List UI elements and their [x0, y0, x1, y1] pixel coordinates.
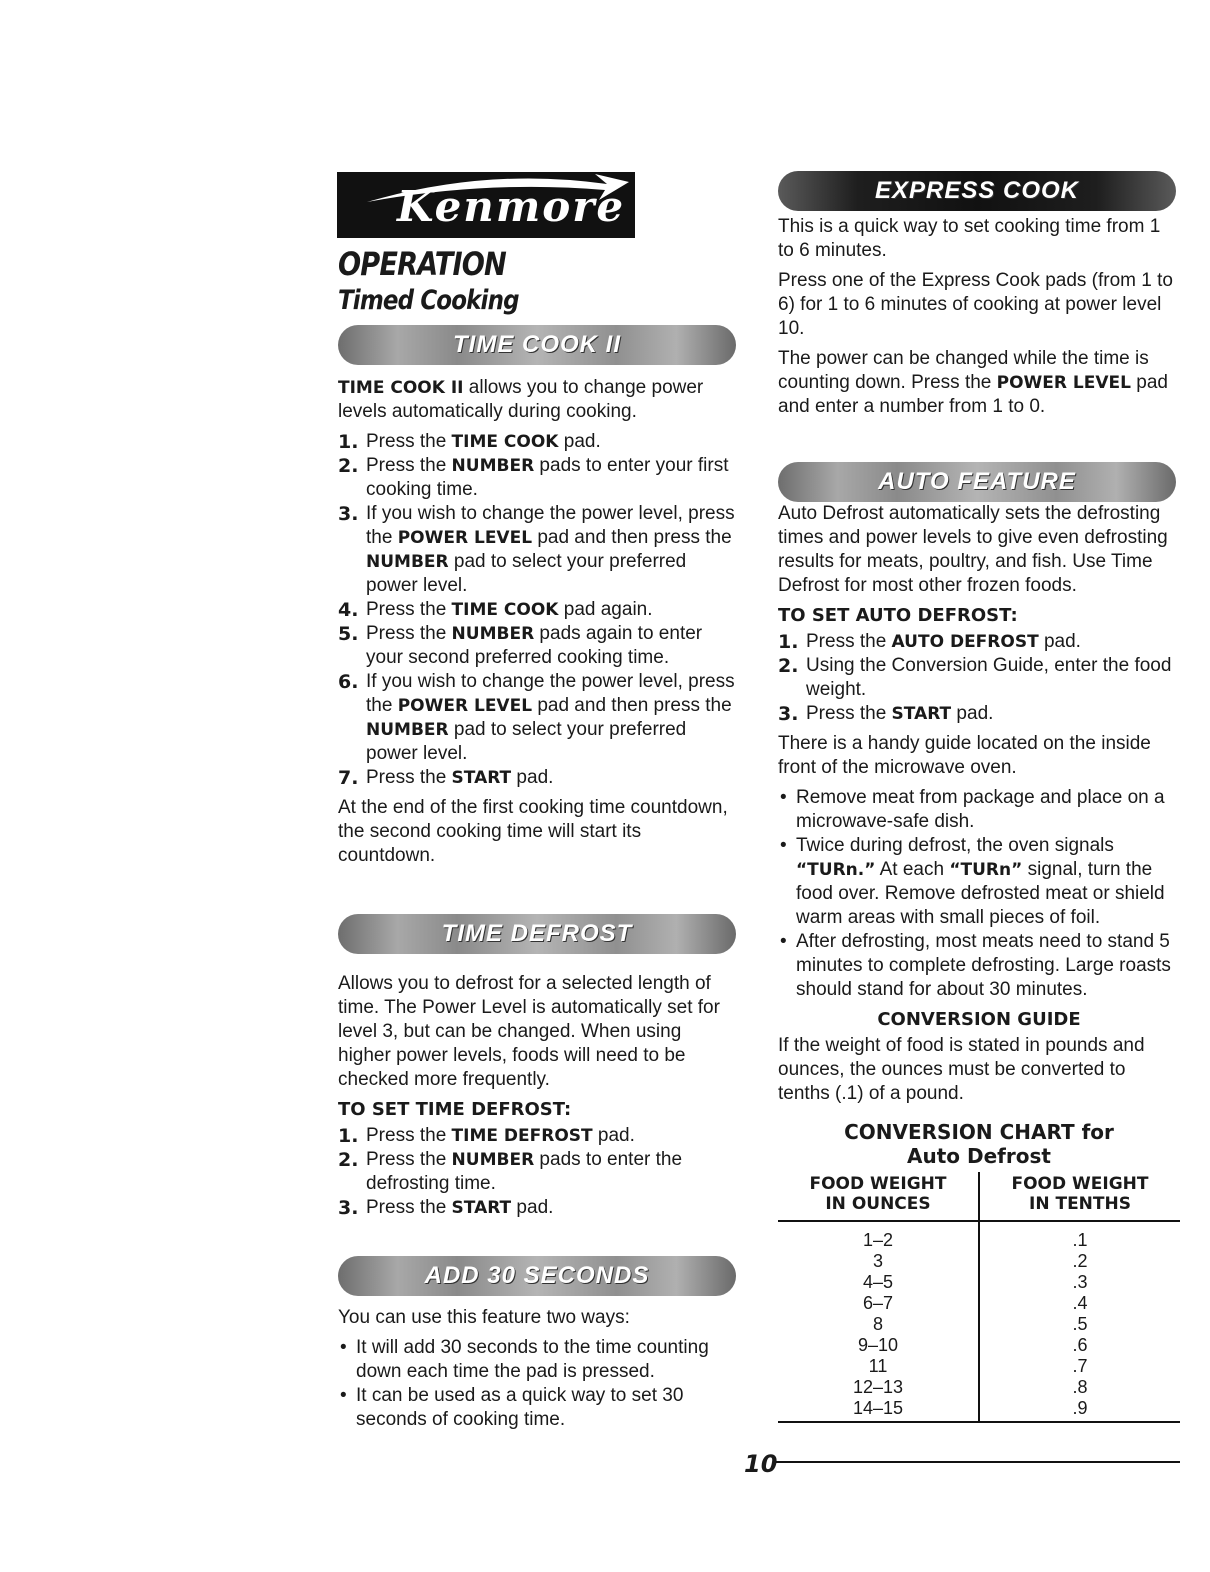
kenmore-logo	[337, 172, 635, 238]
ounces-cell: 9–10	[778, 1335, 979, 1356]
time-defrost-subheading: TO SET TIME DEFROST:	[338, 1099, 572, 1120]
tenths-cell: .3	[1072, 1272, 1088, 1292]
express-cook-section	[778, 215, 1180, 425]
step-number: 5.	[338, 623, 359, 645]
conversion-guide-heading: CONVERSION GUIDE	[877, 1009, 1081, 1030]
express-cook-p1: This is a quick way to set cooking time from 1 to 6 minutes.	[778, 216, 1161, 261]
step-number: 6.	[338, 671, 359, 693]
auto-feature-intro: Auto Defrost automatically sets the defrosting times and power levels to give even defrosting results for meats, poultry, and fish. Use Time Defrost for most other frozen foods.	[778, 503, 1168, 596]
time-cook-closing: At the end of the first cooking time countdown, the second cooking time will start its countdown.	[338, 797, 728, 866]
ounces-cell: 1–2	[778, 1221, 979, 1251]
tenths-cell: .4	[1072, 1293, 1088, 1313]
list-item: 2. Using the Conversion Guide, enter the food weight.	[778, 655, 1172, 700]
list-item: • Twice during defrost, the oven signals “TURn.” At each “TURn” signal, turn the food over. Remove defrosted meat or shield warm areas with small pieces of foil.	[778, 834, 1180, 930]
ounces-cell: 6–7	[778, 1293, 979, 1314]
tenths-cell: .8	[1072, 1377, 1088, 1397]
tenths-cell: .1	[1072, 1230, 1088, 1250]
table-row	[778, 1221, 1180, 1251]
list-item: 5. Press the NUMBER pads again to enter your second preferred cooking time.	[338, 623, 703, 668]
list-item: 1. Press the TIME DEFROST pad.	[338, 1125, 635, 1147]
ounces-cell: 4–5	[778, 1272, 979, 1293]
auto-feature-banner	[778, 462, 1176, 502]
auto-defrost-subheading: TO SET AUTO DEFROST:	[778, 605, 1018, 626]
express-cook-p3: The power can be changed while the time is counting down. Press the POWER LEVEL pad and enter a number from 1 to 0.	[778, 348, 1168, 417]
table-row	[778, 1356, 1180, 1377]
tenths-cell: .7	[1072, 1356, 1088, 1376]
ounces-cell: 14–15	[778, 1398, 979, 1422]
section-title: OPERATION	[338, 245, 506, 283]
list-item: 4. Press the TIME COOK pad again.	[338, 599, 653, 621]
col-header-tenths: FOOD WEIGHT IN TENTHS	[979, 1172, 1180, 1221]
step-number: 2.	[338, 1149, 359, 1171]
logo-wordmark: Kenmore	[397, 182, 626, 231]
list-item: 6. If you wish to change the power level, press the POWER LEVEL pad and then press the NUMBER pad to select your preferred power level.	[338, 671, 735, 764]
auto-feature-banner-label: AUTO FEATURE	[878, 468, 1076, 495]
time-defrost-intro: Allows you to defrost for a selected length of time. The Power Level is automatically set for level 3, but can be changed. When using higher power levels, foods will need to be checked more frequently.	[338, 973, 720, 1090]
auto-feature-section	[778, 502, 1180, 1423]
conversion-guide-text: If the weight of food is stated in pounds and ounces, the ounces must be converted to tenths (.1) of a pound.	[778, 1035, 1145, 1104]
time-cook-intro: TIME COOK II allows you to change power levels automatically during cooking.	[338, 377, 704, 422]
time-defrost-steps	[338, 1124, 738, 1220]
table-row	[778, 1398, 1180, 1422]
ounces-cell: 12–13	[778, 1377, 979, 1398]
express-cook-p2: Press one of the Express Cook pads (from 1 to 6) for 1 to 6 minutes of cooking at power level 10.	[778, 270, 1173, 339]
page-number: 10	[744, 1450, 778, 1478]
list-item: 1. Press the AUTO DEFROST pad.	[778, 631, 1081, 653]
list-item: 3. Press the START pad.	[338, 1197, 554, 1219]
tenths-cell: .9	[979, 1398, 1180, 1422]
auto-defrost-steps	[778, 630, 1180, 726]
step-number: 7.	[338, 767, 359, 789]
list-item: • Remove meat from package and place on a microwave-safe dish.	[778, 786, 1180, 834]
footer-rule	[776, 1460, 1180, 1464]
step-number: 1.	[778, 631, 799, 653]
add30-bullets	[338, 1336, 738, 1432]
table-row	[778, 1314, 1180, 1335]
section-subtitle: Timed Cooking	[338, 285, 519, 316]
conversion-chart-title: CONVERSION CHART for Auto Defrost	[844, 1120, 1114, 1168]
list-item: • It can be used as a quick way to set 30 seconds of cooking time.	[338, 1384, 738, 1432]
table-row	[778, 1251, 1180, 1272]
tenths-cell: .6	[1072, 1335, 1088, 1355]
list-item: 2. Press the NUMBER pads to enter your first cooking time.	[338, 455, 729, 500]
time-cook-steps	[338, 430, 738, 790]
add30-banner	[338, 1256, 736, 1296]
time-cook-banner-label: TIME COOK II	[453, 331, 621, 358]
list-item: • After defrosting, most meats need to stand 5 minutes to complete defrosting. Large roasts should stand for about 30 minutes.	[778, 930, 1180, 1002]
add30-banner-label: ADD 30 SECONDS	[424, 1262, 650, 1289]
step-number: 2.	[778, 655, 799, 677]
step-number: 2.	[338, 455, 359, 477]
time-defrost-banner	[338, 914, 736, 954]
ounces-cell: 8	[778, 1314, 979, 1335]
conversion-table	[778, 1172, 1180, 1423]
express-cook-banner	[778, 171, 1176, 211]
col-header-ounces: FOOD WEIGHT IN OUNCES	[778, 1172, 979, 1221]
express-cook-banner-label: EXPRESS COOK	[874, 177, 1080, 204]
time-cook-banner	[338, 325, 736, 365]
table-row	[778, 1377, 1180, 1398]
table-row	[778, 1335, 1180, 1356]
time-defrost-banner-label: TIME DEFROST	[441, 920, 633, 947]
step-number: 4.	[338, 599, 359, 621]
table-row	[778, 1293, 1180, 1314]
time-defrost-section	[338, 972, 738, 1226]
ounces-cell: 11	[778, 1356, 979, 1377]
ounces-cell: 3	[778, 1251, 979, 1272]
list-item: 7. Press the START pad.	[338, 767, 554, 789]
add30-section	[338, 1306, 738, 1438]
list-item: 2. Press the NUMBER pads to enter the defrosting time.	[338, 1149, 683, 1194]
add30-intro: You can use this feature two ways:	[338, 1307, 630, 1328]
list-item: 3. If you wish to change the power level, press the POWER LEVEL pad and then press the NUMBER pad to select your preferred power level.	[338, 503, 735, 596]
step-number: 3.	[338, 503, 359, 525]
step-number: 1.	[338, 431, 359, 453]
step-number: 1.	[338, 1125, 359, 1147]
list-item: 3. Press the START pad.	[778, 703, 994, 725]
tenths-cell: .2	[1072, 1251, 1088, 1271]
time-cook-section	[338, 376, 738, 874]
list-item: • It will add 30 seconds to the time counting down each time the pad is pressed.	[338, 1336, 738, 1384]
auto-defrost-bullets	[778, 786, 1180, 1002]
table-row	[778, 1272, 1180, 1293]
list-item: 1. Press the TIME COOK pad.	[338, 431, 601, 453]
tenths-cell: .5	[1072, 1314, 1088, 1334]
auto-defrost-guide-note: There is a handy guide located on the inside front of the microwave oven.	[778, 733, 1151, 778]
step-number: 3.	[778, 703, 799, 725]
step-number: 3.	[338, 1197, 359, 1219]
